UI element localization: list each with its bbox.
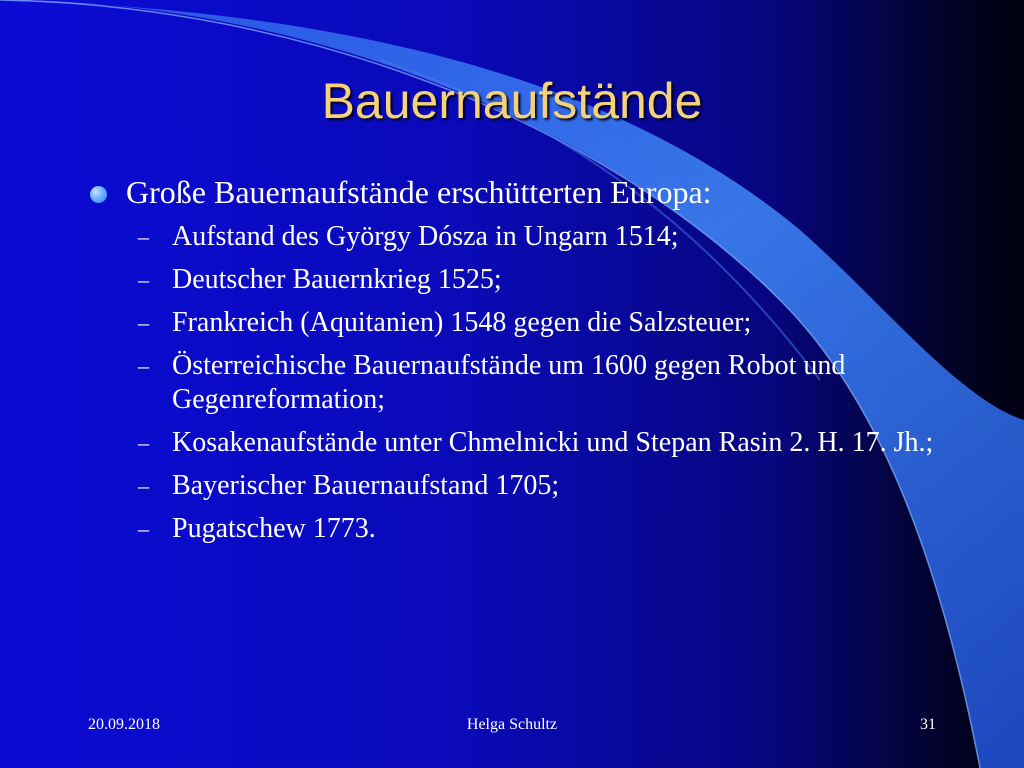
dash-icon: –	[138, 516, 149, 541]
bullet-dot-icon	[90, 186, 107, 203]
footer-author: Helga Schultz	[466, 716, 558, 733]
sub-bullet-text: Österreichische Bauernaufstände um 1600 gegen Robot und Gegenreformation;	[172, 350, 846, 415]
dash-icon: –	[138, 224, 149, 249]
sub-bullet-text: Frankreich (Aquitanien) 1548 gegen die Salzsteuer;	[172, 307, 752, 338]
sub-bullet	[88, 263, 948, 297]
sub-bullet-text: Deutscher Bauernkrieg 1525;	[172, 264, 502, 295]
footer-page-number: 31	[920, 716, 936, 733]
sub-bullet	[88, 512, 948, 546]
dash-icon: –	[138, 473, 149, 498]
sub-bullet	[88, 220, 948, 254]
sub-bullet-text: Aufstand des György Dósza in Ungarn 1514;	[172, 221, 679, 252]
main-bullet-text: Große Bauernaufstände erschütterten Europa:	[126, 174, 712, 210]
dash-icon: –	[138, 267, 149, 292]
sub-bullet	[88, 469, 948, 503]
dash-icon: –	[138, 430, 149, 455]
sub-bullet-text: Bayerischer Bauernaufstand 1705;	[172, 470, 560, 501]
sub-bullet	[88, 349, 948, 417]
footer-date: 20.09.2018	[88, 716, 160, 733]
sub-bullet	[88, 426, 948, 460]
sub-bullet-text: Kosakenaufstände unter Chmelnicki und Stepan Rasin 2. H. 17. Jh.;	[172, 427, 934, 458]
sub-bullet-list	[88, 220, 948, 546]
dash-icon: –	[138, 353, 149, 378]
slide-title: Bauernaufstände	[321, 73, 703, 129]
sub-bullet	[88, 306, 948, 340]
main-bullet	[88, 172, 948, 212]
sub-bullet-text: Pugatschew 1773.	[172, 513, 376, 544]
slide-body	[88, 172, 948, 555]
dash-icon: –	[138, 310, 149, 335]
